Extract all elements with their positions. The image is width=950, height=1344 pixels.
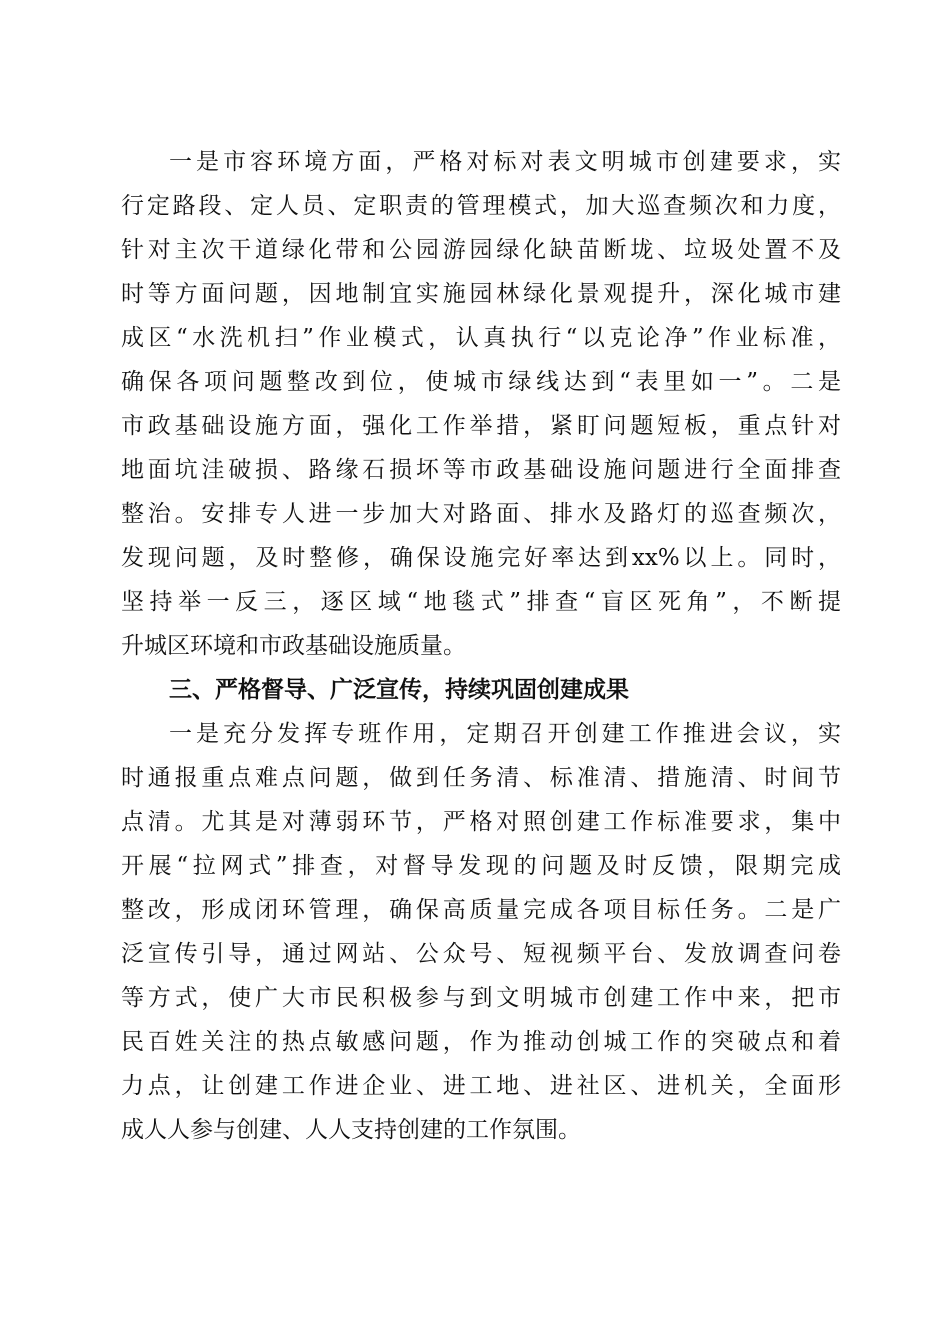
- paragraph-2-line-9: 力点，让创建工作进企业、进工地、进社区、进机关，全面形: [121, 1073, 841, 1099]
- paragraph-2-line-5: 整改，形成闭环管理，确保高质量完成各项目标任务。二是广: [121, 897, 841, 923]
- section-heading: 三、严格督导、广泛宣传，持续巩固创建成果: [169, 677, 629, 703]
- paragraph-1-line-2: 行定路段、定人员、定职责的管理模式，加大巡查频次和力度，: [121, 193, 841, 219]
- paragraph-1-line-11: 坚持举一反三，逐区域“地毯式”排查“盲区死角”，不断提: [121, 589, 841, 615]
- paragraph-2-line-6: 泛宣传引导，通过网站、公众号、短视频平台、发放调查问卷: [121, 941, 841, 967]
- paragraph-1-line-4: 时等方面问题，因地制宜实施园林绿化景观提升，深化城市建: [121, 281, 841, 307]
- paragraph-1-line-8: 地面坑洼破损、路缘石损坏等市政基础设施问题进行全面排查: [121, 457, 841, 483]
- paragraph-2-line-8: 民百姓关注的热点敏感问题，作为推动创城工作的突破点和着: [121, 1029, 841, 1055]
- paragraph-1-line-12: 升城区环境和市政基础设施质量。: [121, 633, 466, 659]
- paragraph-1-line-7: 市政基础设施方面，强化工作举措，紧盯问题短板，重点针对: [121, 413, 841, 439]
- paragraph-2-line-10: 成人人参与创建、人人支持创建的工作氛围。: [121, 1117, 581, 1143]
- paragraph-1-line-10: 发现问题，及时整修，确保设施完好率达到xx%以上。同时，: [121, 545, 841, 571]
- paragraph-1-line-9: 整治。安排专人进一步加大对路面、排水及路灯的巡查频次，: [121, 501, 841, 527]
- paragraph-2-line-1: 一是充分发挥专班作用，定期召开创建工作推进会议，实: [169, 721, 841, 747]
- paragraph-1-line-5: 成区“水洗机扫”作业模式，认真执行“以克论净”作业标准，: [121, 325, 841, 351]
- paragraph-1-line-1: 一是市容环境方面，严格对标对表文明城市创建要求，实: [169, 149, 841, 175]
- paragraph-2-line-7: 等方式，使广大市民积极参与到文明城市创建工作中来，把市: [121, 985, 841, 1011]
- paragraph-1-line-6: 确保各项问题整改到位，使城市绿线达到“表里如一”。二是: [121, 369, 841, 395]
- paragraph-2-line-3: 点清。尤其是对薄弱环节，严格对照创建工作标准要求，集中: [121, 809, 841, 835]
- paragraph-2-line-4: 开展“拉网式”排查，对督导发现的问题及时反馈，限期完成: [121, 853, 841, 879]
- paragraph-2-line-2: 时通报重点难点问题，做到任务清、标准清、措施清、时间节: [121, 765, 841, 791]
- paragraph-1-line-3: 针对主次干道绿化带和公园游园绿化缺苗断垅、垃圾处置不及: [121, 237, 841, 263]
